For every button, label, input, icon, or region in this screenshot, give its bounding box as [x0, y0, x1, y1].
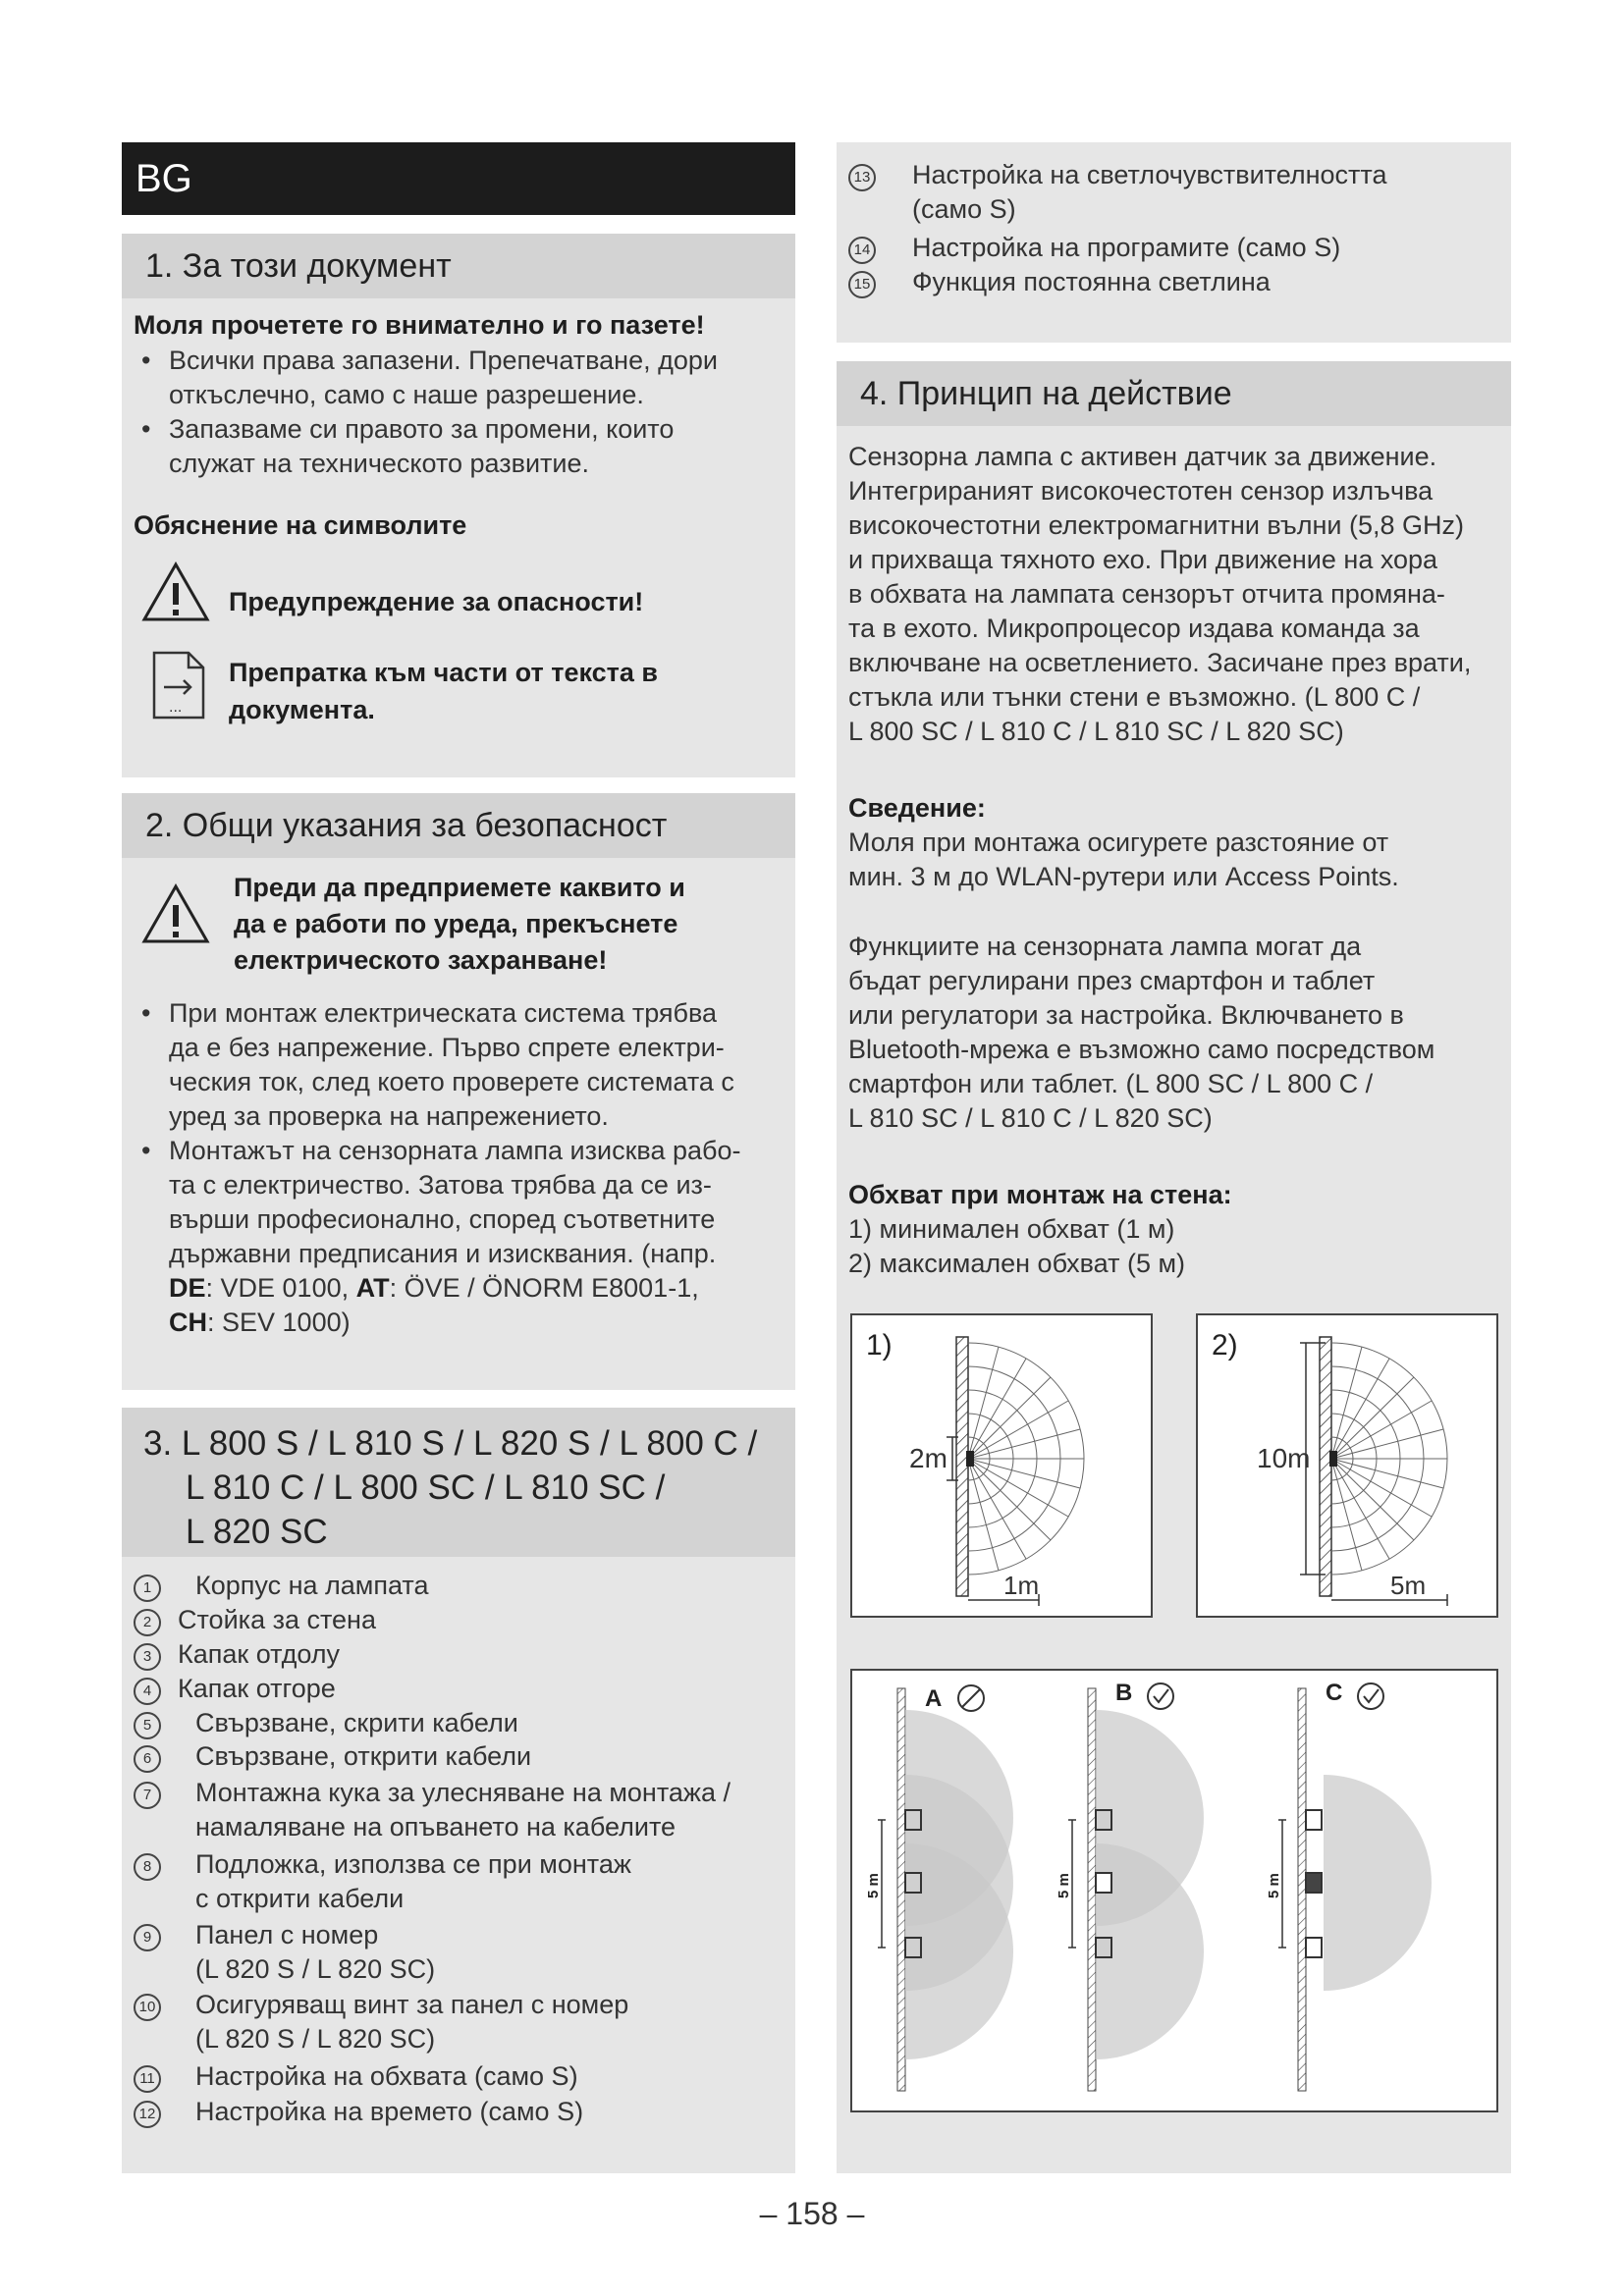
item-number: 7 [134, 1782, 161, 1809]
standards-line: CH: SEV 1000) [169, 1308, 351, 1337]
note-block: Сведение: Моля при монтажа осигурете разстояние от мин. 3 м до WLAN-рутери или Access Points. [848, 793, 1399, 891]
item-number: 4 [134, 1678, 161, 1705]
bluetooth-paragraph: Функциите на сензорната лампа могат да бъдат регулирани през смартфон и таблет или регулатори за настройка. Включването в Bluetooth-мрежа е възможно само посредством смартфон или таблет. (L 800 SC / L 800 C / L 810 SC / L 810 C / L 820 SC) [848, 932, 1435, 1133]
list-item: Осигуряващ винт за панел с номер (L 820 S / L 820 SC) [195, 1990, 629, 2054]
item-number: 1 [134, 1575, 161, 1602]
arrangement-label: C [1326, 1680, 1343, 1706]
reference-label: Препратка към части от текста в документа. [229, 658, 658, 724]
figure-label: 2) [1212, 1329, 1238, 1362]
read-instruction: Моля прочетете го внимателно и го пазете! [134, 310, 705, 340]
bullet-item: • Монтажът на сензорната лампа изисква рабо- та с електричество. Затова трябва да се из- върши професионално, според съответните държавни предписания и изисквания. (напр. DE: VDE 0100, AT: ÖVE / ÖNORM E8001-1, CH: SEV 1000) [134, 1134, 791, 1340]
section-4-title: 4. Принцип на действие [837, 361, 1511, 426]
standards-line: DE: VDE 0100, AT: ÖVE / ÖNORM E8001-1, [169, 1273, 699, 1303]
bullet-item: • При монтаж електрическата система трябва да е без напрежение. Първо спрете електри- ческия ток, след което проверете системата с уред за проверка на напрежението. [134, 996, 791, 1134]
language-label: BG [122, 142, 795, 215]
page-number: – 158 – [759, 2196, 865, 2231]
spacing-label: 5 m [1056, 1873, 1072, 1898]
height-label: 10m [1257, 1443, 1311, 1473]
height-label: 2m [909, 1443, 947, 1473]
item-number: 10 [134, 1994, 161, 2021]
item-number: 11 [134, 2065, 161, 2093]
s1-bullets [134, 344, 782, 481]
list-item: Корпус на лампата [195, 1571, 429, 1600]
check-icon [1148, 1683, 1173, 1709]
item-number: 15 [848, 271, 876, 298]
list-item: Настройка на времето (само S) [195, 2097, 584, 2126]
arrangement-label: A [925, 1685, 943, 1712]
document-reference-icon [151, 650, 206, 721]
list-item: Монтажна кука за улесняване на монтажа / намаляване на опъването на кабелите [195, 1778, 731, 1842]
list-item: Подложка, използва се при монтаж с открити кабели [195, 1849, 631, 1913]
list-item: Свързване, открити кабели [195, 1741, 532, 1771]
reach-label: 1m [1003, 1571, 1040, 1600]
item-number: 5 [134, 1712, 161, 1739]
symbols-heading: Обяснение на символите [134, 510, 467, 540]
warning-triangle-icon [141, 883, 210, 944]
range-figure-max [1196, 1313, 1498, 1618]
section-2-title: 2. Общи указания за безопасност [122, 793, 795, 858]
list-item: Функция постоянна светлина [912, 267, 1271, 296]
item-number: 2 [134, 1609, 161, 1636]
list-item: Настройка на програмите (само S) [912, 233, 1341, 262]
bullet-item: • Всички права запазени. Препечатване, дори откъслечно, само с наше разрешение. [134, 344, 782, 412]
range-block: Обхват при монтаж на стена: 1) минимален обхват (1 м) 2) максимален обхват (5 м) [848, 1180, 1232, 1278]
item-number: 6 [134, 1745, 161, 1773]
check-icon [1358, 1683, 1383, 1709]
range-diagram-max [1198, 1315, 1496, 1616]
list-item: Стойка за стена [178, 1605, 376, 1634]
warning-label: Предупреждение за опасности! [229, 587, 644, 616]
svg-text:...: ... [169, 699, 183, 716]
list-item: Капак отгоре [178, 1674, 336, 1703]
not-recommended-icon [958, 1685, 984, 1711]
arrangement-a [865, 1685, 1013, 2091]
figure-label: 1) [866, 1329, 893, 1362]
section-3-title: 3. L 800 S / L 810 S / L 820 S / L 800 C / L 810 C / L 800 SC / L 810 SC / L 820 SC [122, 1408, 795, 1557]
list-item: Свързване, скрити кабели [195, 1708, 518, 1737]
spacing-label: 5 m [1266, 1873, 1282, 1898]
list-item: Панел с номер (L 820 S / L 820 SC) [195, 1920, 436, 1984]
safety-warning: Преди да предприемете каквито и да е работи по уреда, прекъснете електрическото захранване! [234, 873, 685, 975]
arrangement-diagram [852, 1671, 1496, 2110]
arrangement-b [1056, 1680, 1204, 2091]
list-item: Настройка на обхвата (само S) [195, 2061, 578, 2091]
arrangement-figure [850, 1669, 1498, 2112]
item-number: 14 [848, 237, 876, 264]
item-number: 9 [134, 1924, 161, 1951]
list-item: Капак отдолу [178, 1639, 341, 1669]
principle-paragraph: Сензорна лампа с активен датчик за движение. Интегрираният високочестотен сензор излъчва високочестотни електромагнитни вълни (5,8 GHz) и прихваща тяхното ехо. При движение на хора в обхвата на лампата сензорът отчита промяна- та в ехото. Микропроцесор издава команда за включване на осветлението. Засичане през врати, стъкла или тънки стени е възможно. (L 800 C / L 800 SC / L 810 C / L 810 SC / L 820 SC) [848, 442, 1472, 746]
item-number: 13 [848, 164, 876, 191]
range-diagram-min [852, 1315, 1151, 1616]
list-item: Настройка на светлочувствителността (само S) [912, 160, 1387, 224]
item-number: 8 [134, 1853, 161, 1881]
item-number: 12 [134, 2101, 161, 2128]
item-number: 3 [134, 1643, 161, 1671]
arrangement-c [1266, 1680, 1432, 2091]
range-figure-min [850, 1313, 1153, 1618]
s2-bullets [134, 996, 791, 1340]
spacing-label: 5 m [865, 1873, 882, 1898]
bullet-item: • Запазваме си правото за промени, които служат на техническото развитие. [134, 412, 782, 481]
reach-label: 5m [1390, 1571, 1427, 1600]
section-1-title: 1. За този документ [122, 234, 795, 298]
warning-triangle-icon [141, 561, 210, 622]
arrangement-label: B [1115, 1680, 1133, 1706]
